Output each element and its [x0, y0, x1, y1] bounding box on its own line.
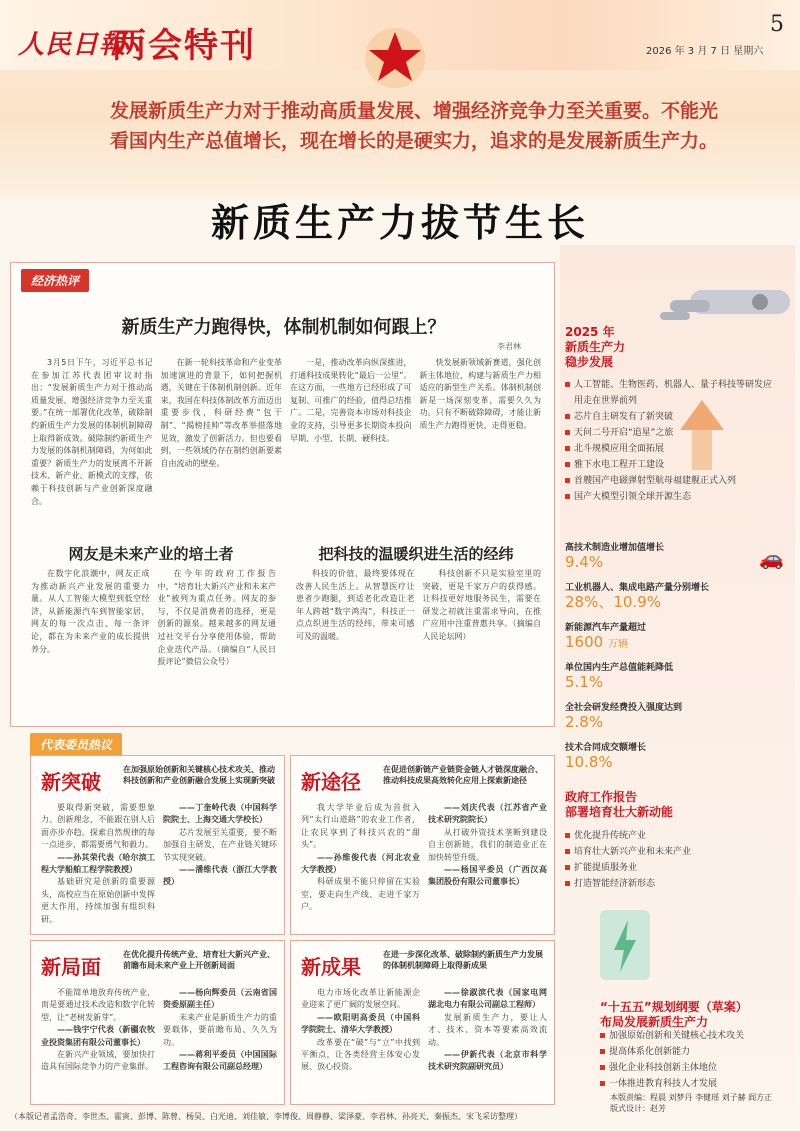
sidebar-item: 天问二号开启“追星”之旅	[565, 425, 780, 441]
lead-quote: 发展新质生产力对于推动高质量发展、增强经济竞争力至关重要。不能光看国内生产总值增长，现在增长的是硬实力，追求的是发展新质生产力。	[110, 100, 719, 152]
commentary-col: 快发展新领域新赛道，强化创新主体地位，构建与新质生产力相适应的新型生产关系。体制机制创新是一场深刻变革，需要久久为功。只有不断破除障碍，才能让新质生产力跑得更快、走得更稳。	[419, 358, 541, 430]
stat-item: 技术合同成交额增长 10.8%	[565, 743, 647, 771]
sidebar-item: 人工智能、生物医药、机器人、量子科技等研发应用走在世界前列	[565, 377, 780, 409]
voice-section-3	[30, 940, 285, 1105]
sidebar-item: 雅下水电工程开工建设	[565, 457, 780, 473]
sidebar-head-2: 政府工作报告 部署培育壮大新动能	[565, 790, 674, 819]
stats-block	[565, 540, 790, 780]
star-emblem-icon	[355, 18, 435, 98]
sidebar-item: 国产大模型引领全球开源生态	[565, 489, 780, 505]
voice-text: 不能简单地放弃传统产业，而是要通过技术改造和数字化转型，让“老树发新芽”。 ——钱宇宁代表（新疆农牧业投资集团有限公司董事长） 在新兴产业领域，要加快打造具有国际竞争力的产业集群。 ——杨向辉委员（云南省国资委原副主任） 未来产业是新质生产力的重要载体，要前瞻布局、久久为功。 ——蒋利平委员（中国国际工程咨询有限公司副总经理）	[41, 988, 277, 1072]
sidebar-head-3: “十五五”规划纲要（草案） 布局发展新质生产力	[600, 1000, 748, 1029]
voices-tag: 代表委员热议	[30, 733, 122, 756]
sidebar-item: 一体推进教育科技人才发展	[600, 1076, 790, 1092]
voice-desc: 在优化提升传统产业、培育壮大新兴产业、前瞻布局未来产业上开创新局面	[123, 950, 275, 970]
article-right-columns	[296, 568, 541, 718]
issue-date: 2026 年 3 月 7 日 星期六	[646, 46, 764, 57]
sidebar-item: 打造智能经济新形态	[565, 876, 780, 892]
commentary-columns	[31, 357, 541, 527]
voice-keyword: 新成果	[301, 955, 361, 979]
battery-icon	[590, 900, 660, 990]
commentary-col: 在新一轮科技革命和产业变革加速演进的背景下，如何把握机遇，关键在于体制机制创新。近年来，我国在科技体制改革方面迈出重要步伐，科研经费“包干制”、“揭榜挂帅”等改革举措落地见效，激发了创新活力。但也要看到，一些领域仍存在制约创新要素自由流动的壁垒。	[160, 358, 282, 468]
voice-keyword: 新局面	[41, 955, 101, 979]
page-number: 5	[770, 12, 784, 37]
sidebar-list-1	[565, 377, 780, 505]
sidebar-item: 优化提升传统产业	[565, 828, 780, 844]
voice-section-2	[290, 755, 555, 935]
sidebar-item: 北斗规模应用全面拓展	[565, 441, 780, 457]
voice-keyword: 新途径	[301, 770, 361, 794]
article-col: 在今年的政府工作报告中，“培育壮大新兴产业和未来产业”被列为重点任务。网友的参与，不仅是消费者的选择，更是创新的源泉。越来越多的网友通过社交平台分享使用体验，帮助企业迭代产品。（摘编自“人民日报评论”微信公众号）	[157, 569, 276, 667]
commentary-col: 3月5日下午，习近平总书记在参加江苏代表团审议时指出：“发展新质生产力对于推动高质量发展、增强经济竞争力至关重要。”在统一部署优化改革，破除制约新质生产力发展的体制机制障碍上取得新成效。破除制约新质生产力发展的体制机制障碍，为何如此重要？新质生产力的发展离不开新技术、新产业、新模式的支撑，依赖于科技创新与产业创新深度融合。	[31, 358, 153, 506]
article-left-columns	[31, 568, 276, 718]
voice-desc: 在加强原始创新和关键核心技术攻关、推动科技创新和产业创新融合发展上实现新突破	[123, 765, 275, 785]
reporters-credit: （本版记者孟浩奇、李世杰、霍寅、彭博、陈曾、杨昊、白光迪、刘佳敏、李博俊、周静静、梁泽豪、李君林、孙亮天、秦振杰、宋飞采访整理）	[10, 1112, 522, 1121]
voice-section-4	[290, 940, 555, 1105]
sidebar-item: 培育壮大新兴产业和未来产业	[565, 844, 780, 860]
voice-text: 要取得新突破，需要想象力、创新理念，不能跟在别人后面亦步亦趋。探索自然规律的每一点进步，都需要勇气和毅力。 ——孙其荣代表（哈尔滨工程大学船舶工程学院教授） 基础研究是创新的重要源头，高校应当在原始创新中发挥更大作用，持续加强有组织科研。 ——丁奎岭代表（中国科学院院士、上海交通大学校长） 芯片发展至关重要，要不断加强自主研发，在产业链关键环节实现突破。 ——潘维代表（浙江大学教授）	[41, 803, 277, 924]
sidebar-head-1: 2025 年 新质生产力 稳步发展	[565, 325, 626, 369]
sidebar-list-2	[565, 828, 780, 892]
commentary-title: 新质生产力跑得快，体制机制如何跟上？	[121, 317, 446, 338]
stat-item: 全社会研发经费投入强度达到 2.8%	[565, 703, 683, 731]
newspaper-logo: 人民日報	[18, 30, 127, 60]
article-col: 科技创新不只是实验室里的突破，更是千家万户的获得感。让科技更好地服务民生，需要在研发之初就注重需求导向，在推广应用中注重普惠共享。（摘编自人民论坛网）	[422, 569, 541, 641]
stat-item: 单位国内生产总值能耗降低 5.1%	[565, 663, 674, 691]
article-left-title: 网友是未来产业的培土者	[68, 545, 234, 563]
voice-text: 我大学毕业后成为首批入列“太行山道路”的农业工作者，让农民享到了科技兴农的“甜头”。 ——孙维俊代表（河北农业大学教授） 科研成果不能只停留在实验室，要走向生产线、走进千家万户。 ——刘庆代表（江苏省产业技术研究院院长） 从打破外资技术垄断到建设自主创新链，我们的制造业正在加快转型升级。 ——杨国平委员（广西汉高集团股份有限公司董事长）	[301, 803, 547, 912]
voice-desc: 在进一步深化改革、破除制约新质生产力发展的体制机制障碍上取得新成果	[383, 950, 543, 970]
commentary-col: 一是，推动改革向纵深推进，打通科技成果转化“最后一公里”。在这方面，一些地方已经形成了可复制、可推广的经验，值得总结推广。二是，完善资本市场对科技企业的支持，引导更多长期资本投向早期、小型、长期、硬科技。	[290, 358, 412, 443]
commentary-box	[10, 262, 555, 727]
voice-section-1	[30, 755, 285, 935]
voice-keyword: 新突破	[41, 770, 101, 794]
sidebar-item: 首艘国产电磁弹射型航母福建舰正式入列	[565, 473, 780, 489]
voice-text: 电力市场化改革让新能源企业迎来了更广阔的发展空间。 ——欧阳明高委员（中国科学院院士、清华大学教授） 改革要在“破”与“立”中找到平衡点，让各类经营主体安心发展、放心投资。 ——徐淑滨代表（国家电网湖北电力有限公司副总工程师） 发展新质生产力，要让人才、技术、资本等要素高效流动。 ——伊新代表（北京市科学技术研究院副研究员）	[301, 988, 547, 1072]
article-col: 科技的价值，最终要体现在改善人民生活上。从智慧医疗让患者少跑腿，到适老化改造让老年人跨越“数字鸿沟”，科技正一点点织进生活的经纬，带来可感可及的温暖。	[296, 569, 415, 641]
sidebar-item: 强化企业科技创新主体地位	[600, 1060, 790, 1076]
article-right-title: 把科技的温暖织进生活的经纬	[318, 545, 514, 563]
stat-item: 工业机器人、集成电路产量分别增长 28%、10.9%	[565, 583, 710, 611]
voice-desc: 在促进创新链产业链资金链人才链深度融合、推动科技成果高效转化应用上探索新途径	[383, 765, 543, 785]
stat-item: 新能源汽车产量超过 1600 万辆	[565, 623, 647, 651]
article-col: 在数字化浪潮中，网友正成为推动新兴产业发展的重要力量。从人工智能大模型到低空经济，从新能源汽车到智能家居，网友的每一次点击、每一条评论，都在为未来产业的成长提供养分。	[31, 569, 150, 654]
commentary-author: 李君林	[497, 342, 521, 351]
stat-item: 高技术制造业增加值增长 9.4% 🚗	[565, 543, 784, 571]
sidebar-item: 加强原始创新和关键核心技术攻关	[600, 1028, 790, 1044]
sidebar-item: 提高体系化创新能力	[600, 1044, 790, 1060]
car-icon: 🚗	[759, 546, 784, 570]
editors-credit: 本版责编：程晨 刘梦丹 李健瑶 刘子赫 阎方正 版式设计：赵芳	[610, 1093, 773, 1113]
sidebar-item: 扩能提质服务业	[565, 860, 780, 876]
sidebar-item: 芯片自主研发有了新突破	[565, 409, 780, 425]
page-headline: 新质生产力拔节生长	[210, 200, 589, 245]
sidebar-list-3	[600, 1028, 790, 1092]
commentary-tag: 经济热评	[21, 269, 89, 292]
section-title: 两会特刊	[112, 26, 256, 66]
